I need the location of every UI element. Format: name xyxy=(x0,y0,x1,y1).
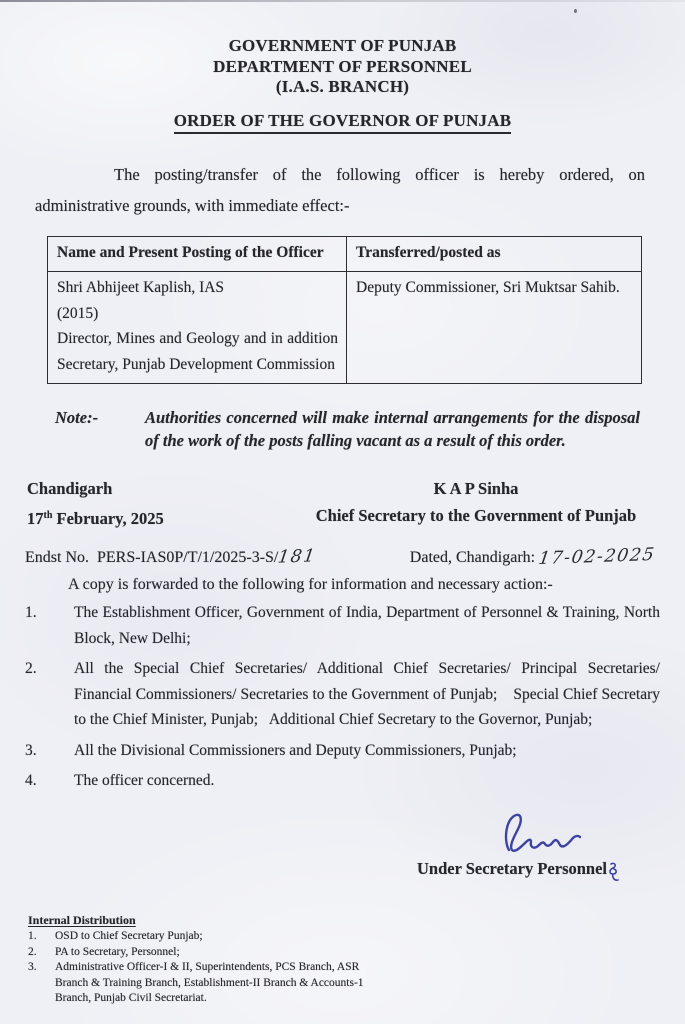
dated-group xyxy=(409,544,657,570)
list-item-number: 2. xyxy=(25,660,37,677)
officer-name: Shri Abhijeet Kaplish, IAS xyxy=(57,279,225,296)
posting-table-row xyxy=(48,272,642,384)
copy-forwarded-line: A copy is forwarded to the following for information and necessary action:- xyxy=(68,576,553,593)
internal-item-text: Administrative Officer-I & II, Superintendents, PCS Branch, ASR Branch & Training Branch, Establishment-II Branch & Accounts-1 Branch, Punjab Civil Secretariat. xyxy=(55,961,364,1004)
order-title: ORDER OF THE GOVERNOR OF PUNJAB xyxy=(174,111,512,134)
signoff-authority xyxy=(295,475,657,532)
endst-number-group xyxy=(25,547,316,567)
posting-table xyxy=(47,236,642,385)
posting-table-header-row xyxy=(48,236,642,272)
letterhead xyxy=(0,36,685,98)
signoff-place-date xyxy=(27,475,164,532)
signatory-designation xyxy=(395,852,645,879)
internal-item-number: 1. xyxy=(28,930,37,942)
signoff-date-suffix: th xyxy=(43,510,53,521)
internal-item xyxy=(28,960,368,1007)
endst-number-handwritten: 181 xyxy=(276,546,318,568)
dated-label: Dated, Chandigarh: xyxy=(409,549,540,566)
list-item-number: 1. xyxy=(25,604,37,621)
scan-speck-artifact xyxy=(574,9,577,13)
list-item xyxy=(25,768,660,794)
col-header-transferred: Transferred/posted as xyxy=(347,236,642,272)
list-item xyxy=(25,738,660,764)
authority-designation: Chief Secretary to the Government of Punjab xyxy=(315,506,637,525)
letterhead-branch: (I.A.S. BRANCH) xyxy=(275,77,410,96)
endorsement-line xyxy=(25,544,657,570)
signatory-designation-text: Under Secretary Personnel xyxy=(416,858,608,878)
list-item-number: 3. xyxy=(25,741,37,759)
signoff-place: Chandigarh xyxy=(27,479,113,498)
list-item-text: The Establishment Officer, Government of India, Department of Personnel & Training, North Block, New Delhi; xyxy=(74,604,660,647)
dated-value-handwritten: 17-02-2025 xyxy=(537,544,657,570)
note-text: Authorities concerned will make internal arrangements for the disposal of the work of the posts falling vacant as a result of this order. xyxy=(145,408,640,450)
note-section xyxy=(55,406,640,452)
list-item-number: 4. xyxy=(25,772,37,789)
letterhead-dept: DEPARTMENT OF PERSONNEL xyxy=(213,56,472,76)
officer-posting: Director, Mines and Geology and in addition Secretary, Punjab Development Commission xyxy=(57,330,338,373)
internal-item-number: 3. xyxy=(28,961,37,973)
list-item xyxy=(25,600,660,651)
internal-item-text: PA to Secretary, Personnel; xyxy=(55,945,180,958)
internal-item xyxy=(28,945,368,961)
officer-cell xyxy=(48,272,347,384)
signoff-date-rest: February, 2025 xyxy=(52,509,164,528)
signature-initial-flourish xyxy=(605,861,621,883)
internal-distribution xyxy=(28,913,368,1007)
list-item-text: The officer concerned. xyxy=(74,772,215,789)
signoff-date-day: 17 xyxy=(27,509,44,528)
list-item-text: All the Special Chief Secretaries/ Additional Chief Secretaries/ Principal Secretaries/ Financial Commissioners/ Secretaries to the Government of Punjab; Special Chief Secretary to the Chief Minister, Punjab; Additional Chief Secretary to the Governor, Punjab; xyxy=(74,660,660,728)
list-item-text: All the Divisional Commissioners and Deputy Commissioners, Punjab; xyxy=(74,741,517,759)
officer-batch: (2015) xyxy=(57,304,99,322)
order-title-wrap xyxy=(0,111,685,134)
transferred-cell: Deputy Commissioner, Sri Muktsar Sahib. xyxy=(347,272,642,384)
signature-section xyxy=(395,810,645,879)
distribution-list xyxy=(25,600,660,794)
signature-scribble xyxy=(495,810,587,856)
internal-distribution-heading: Internal Distribution xyxy=(28,912,136,927)
signoff-date xyxy=(27,502,164,532)
list-item xyxy=(25,656,660,733)
intro-paragraph: The posting/transfer of the following officer is hereby ordered, on administrative grounds, with immediate effect:- xyxy=(35,164,645,215)
internal-item xyxy=(28,929,368,945)
internal-item-number: 2. xyxy=(28,945,37,958)
letterhead-org: GOVERNMENT OF PUNJAB xyxy=(228,36,457,55)
col-header-officer: Name and Present Posting of the Officer xyxy=(48,236,347,272)
signoff-section xyxy=(27,475,657,532)
note-label: Note:- xyxy=(55,408,99,427)
internal-item-text: OSD to Chief Secretary Punjab; xyxy=(55,930,203,942)
endst-label: Endst No. PERS-IAS0P/T/1/2025-3-S/ xyxy=(25,549,279,566)
scan-edge-artifact xyxy=(0,0,685,2)
authority-name: K A P Sinha xyxy=(433,479,519,498)
